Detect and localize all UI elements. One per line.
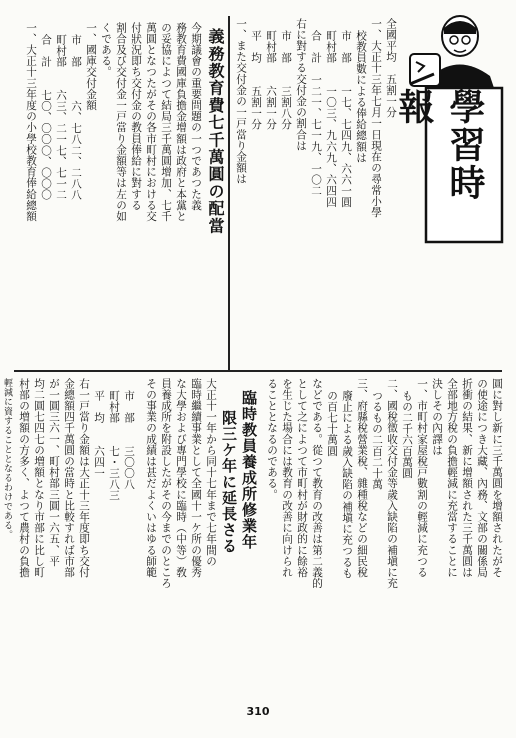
lower-right-col-2: 折衝の結果、新に增額された三千萬圓は <box>461 378 473 578</box>
lower-right-col-5: 一、市町村家屋稅戸數割の輕減に充つる <box>416 378 428 578</box>
upper-left-col-10: 合 計 七〇、〇〇〇、〇〇〇 <box>40 34 52 201</box>
lower-right-col-9: 三、府縣稅營業稅、雜種稅などの細民稅 <box>356 378 368 578</box>
lower-right-col-1: の使途につき大藏、內務、文部の關係局 <box>476 378 488 578</box>
lower-right-tail-col-2: な大學および專門學校に臨時（中等）敎 <box>175 378 187 578</box>
upper-right-col-4: 町村部 一〇三、九六九、六四四 <box>325 30 337 208</box>
lower-right-col-15: ることとなるのである。 <box>266 378 278 501</box>
upper-right-col-19: 輕減に資することとなるわけである。 <box>2 378 12 540</box>
upper-left-col-11: 一、大正十三年度の小學校教育俸給總額 <box>25 22 37 222</box>
upper-left-col-7: 一、國庫交付金額 <box>85 22 97 111</box>
lower-left-col-4: 金總額四千萬圓の當時と比較すれば市部 <box>63 378 75 578</box>
lower-right-col-10: 廢止による歲入缺陷の補塡に充つるも <box>341 390 353 579</box>
page-number: 310 <box>246 705 270 718</box>
upper-left-col-9: 町村部 六三、二一七、七一二 <box>55 34 67 201</box>
lower-right-col-14: を生じた場合には教育の改善に向けられ <box>281 378 293 578</box>
lower-right-col-7: 二、國稅徵收交付金等歲入缺陷の補塡に充 <box>386 378 398 589</box>
upper-left-col-2: の妥協によつて結局三千萬圓增加、七千 <box>160 22 172 222</box>
lower-right-col-12: などである。從つて教育の改善は第二義的 <box>311 378 323 589</box>
lower-left-col-1: 町村部 七・三八三 <box>108 390 120 501</box>
lower-right-tail-col-0: 大正十一年から同十七年まで七年間の <box>205 378 217 567</box>
lower-right-col-13: として之によつて市町村が財政的に餘裕 <box>296 378 308 578</box>
horizontal-divider <box>14 370 502 372</box>
upper-left-col-1: 務教育費國庫負擔金增額は政府と本黨と <box>175 22 187 222</box>
upper-left-col-8: 市 部 六、七八二、二八八 <box>70 34 82 201</box>
lower-right-col-3: 全部地方稅の負擔輕減に充當することに <box>446 378 458 578</box>
article-title-teacher-training-line1: 臨時教員養成所修業年 <box>240 390 258 550</box>
upper-right-col-8: 町村部 六割一分 <box>265 30 277 130</box>
upper-left-col-6: くである。 <box>100 22 112 78</box>
upper-left-col-3: 萬圓となつたがその各市町村における交 <box>145 22 157 222</box>
masthead-title: 學習時報 <box>393 88 485 202</box>
lower-left-col-3: 右一戸當り金額は大正十三年度即ち交付 <box>78 378 90 578</box>
upper-left-col-5: 割合及び交付金一戸當り金額等は左の如 <box>115 22 127 222</box>
lower-left-col-2: 平 均 六四一 <box>93 390 105 479</box>
article-title-budget: 義務教育費七千萬圓の配當 <box>206 28 225 235</box>
upper-right-col-2: 校教員數による俸給總額は <box>355 30 367 164</box>
upper-right-col-9: 平 均 五割一分 <box>250 30 262 130</box>
upper-right-col-3: 市 部 一七、七四九、六六一圓 <box>340 30 352 208</box>
lower-left-col-5: が一圓三六一、町村部三圓一六五、平 <box>48 378 60 567</box>
lower-right-col-11: の百七十萬圓 <box>326 390 338 457</box>
upper-right-col-0: 全國平均 五割一分 <box>385 18 397 118</box>
upper-right-col-6: 右に對する交付金の割合は <box>295 18 307 152</box>
lower-right-col-6: もの二千六百萬圓 <box>401 390 413 479</box>
upper-right-col-10: 一、また交付金の一戸當り金額は <box>235 18 247 185</box>
article-title-teacher-training-line2: 限三ケ年に延長さる <box>220 410 238 554</box>
lower-left-col-7: 村部の増額の方多く、よつて農村の負擔 <box>18 378 30 578</box>
vertical-divider <box>228 16 230 370</box>
lower-right-col-8: つるもの二百二十萬 <box>371 390 383 490</box>
lower-right-col-4: 決しその內譯は <box>431 378 443 456</box>
lower-left-col-6: 均二圓七四七の増額となり市部に比し町 <box>33 378 45 578</box>
lower-right-tail-col-1: 臨時繼續事業として全國十一ケ所の優秀 <box>190 378 202 578</box>
upper-left-col-0: 今期議會の重要問題の一つであつた義 <box>190 22 202 211</box>
upper-right-col-5: 合 計 一二一、七一九、一〇二 <box>310 30 322 197</box>
upper-right-col-1: 一、大正十三年七月一日現在の尋常小學 <box>370 18 382 218</box>
upper-left-col-4: 付狀況即ち交付金の教員俸給に對する <box>130 22 142 211</box>
lower-right-tail-col-3: 員養成所を附設したがその今までのところ <box>160 378 172 589</box>
upper-right-col-7: 市 部 三割八分 <box>280 30 292 130</box>
lower-left-col-0: 市 部 三〇〇八 <box>123 390 135 490</box>
lower-right-col-0: 圓に對し新に三千萬圓を增額されたがそ <box>491 378 503 578</box>
lower-right-tail-col-4: その事業の成績は甚だよくいはゆる師範 <box>145 378 157 578</box>
